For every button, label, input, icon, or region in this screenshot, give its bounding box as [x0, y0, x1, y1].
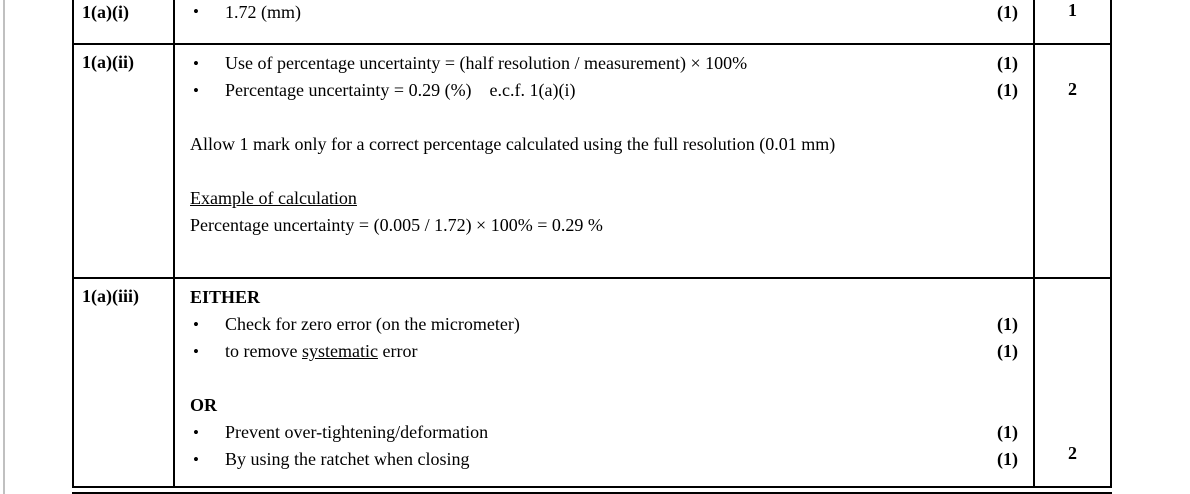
answer-line [190, 50, 1018, 77]
mark-total-cell [1035, 0, 1110, 43]
bullet-icon: • [193, 315, 199, 334]
mark-scheme-table [72, 0, 1112, 488]
answer-cell [175, 279, 1035, 486]
bullet-icon: • [193, 450, 199, 469]
mark-point: (1) [997, 314, 1018, 334]
table-row-1aii [74, 43, 1110, 277]
answer-text [225, 338, 997, 365]
bullet-icon: • [193, 423, 199, 442]
mark-total-cell [1035, 279, 1110, 486]
mark-total-cell [1035, 45, 1110, 277]
mark-point: (1) [997, 2, 1018, 22]
page-edge-line [3, 0, 5, 494]
table-row-1aiii [74, 277, 1110, 486]
examiner-note-line [190, 131, 1018, 158]
answer-line [190, 446, 1018, 473]
calculation-text: Percentage uncertainty = (0.005 / 1.72) × 100% = 0.29 % [190, 215, 603, 235]
blank-line [190, 365, 1018, 392]
answer-text: Percentage uncertainty = 0.29 (%) e.c.f. 1(a)(i) [225, 80, 576, 100]
answer-line [190, 0, 1018, 24]
bullet-icon: • [193, 81, 199, 100]
answer-text: Use of percentage uncertainty = (half resolution / measurement) × 100% [225, 53, 748, 73]
mark-point: (1) [997, 341, 1018, 361]
question-number: 1(a)(iii) [82, 286, 139, 306]
answer-line [190, 311, 1018, 338]
answer-line [190, 419, 1018, 446]
either-heading: EITHER [190, 287, 261, 307]
answer-cell [175, 45, 1035, 277]
answer-line [190, 77, 1018, 104]
mark-total: 2 [1068, 79, 1077, 99]
question-number-cell [74, 45, 175, 277]
mark-point: (1) [997, 80, 1018, 100]
answer-text: Prevent over-tightening/deformation [225, 422, 489, 442]
either-heading-line [190, 284, 1018, 311]
examiner-note: Allow 1 mark only for a correct percentage calculated using the full resolution (0.01 mm) [190, 134, 836, 154]
mark-total: 2 [1068, 443, 1077, 463]
bullet-icon: • [193, 2, 199, 21]
table-row-1ai [74, 0, 1110, 43]
mark-total: 1 [1068, 0, 1077, 20]
or-heading-line [190, 392, 1018, 419]
question-number: 1(a)(i) [82, 2, 129, 22]
underlined-word: systematic [301, 341, 378, 361]
question-number: 1(a)(ii) [82, 52, 134, 72]
blank-line [190, 104, 1018, 131]
example-heading-line [190, 185, 1018, 212]
mark-point: (1) [997, 449, 1018, 469]
bullet-icon: • [193, 54, 199, 73]
answer-cell [175, 0, 1035, 43]
answer-line [190, 338, 1018, 365]
mark-point: (1) [997, 53, 1018, 73]
example-heading: Example of calculation [190, 188, 357, 208]
bullet-icon: • [193, 342, 199, 361]
question-number-cell [74, 0, 175, 43]
calculation-line [190, 212, 1018, 239]
mark-point: (1) [997, 422, 1018, 442]
answer-text: By using the ratchet when closing [225, 449, 470, 469]
answer-text-post: error [377, 341, 418, 361]
answer-text: Check for zero error (on the micrometer) [225, 314, 520, 334]
answer-text-pre: to remove [225, 341, 302, 361]
or-heading: OR [190, 395, 217, 415]
question-number-cell [74, 279, 175, 486]
answer-text: 1.72 (mm) [225, 2, 301, 22]
blank-line [190, 158, 1018, 185]
